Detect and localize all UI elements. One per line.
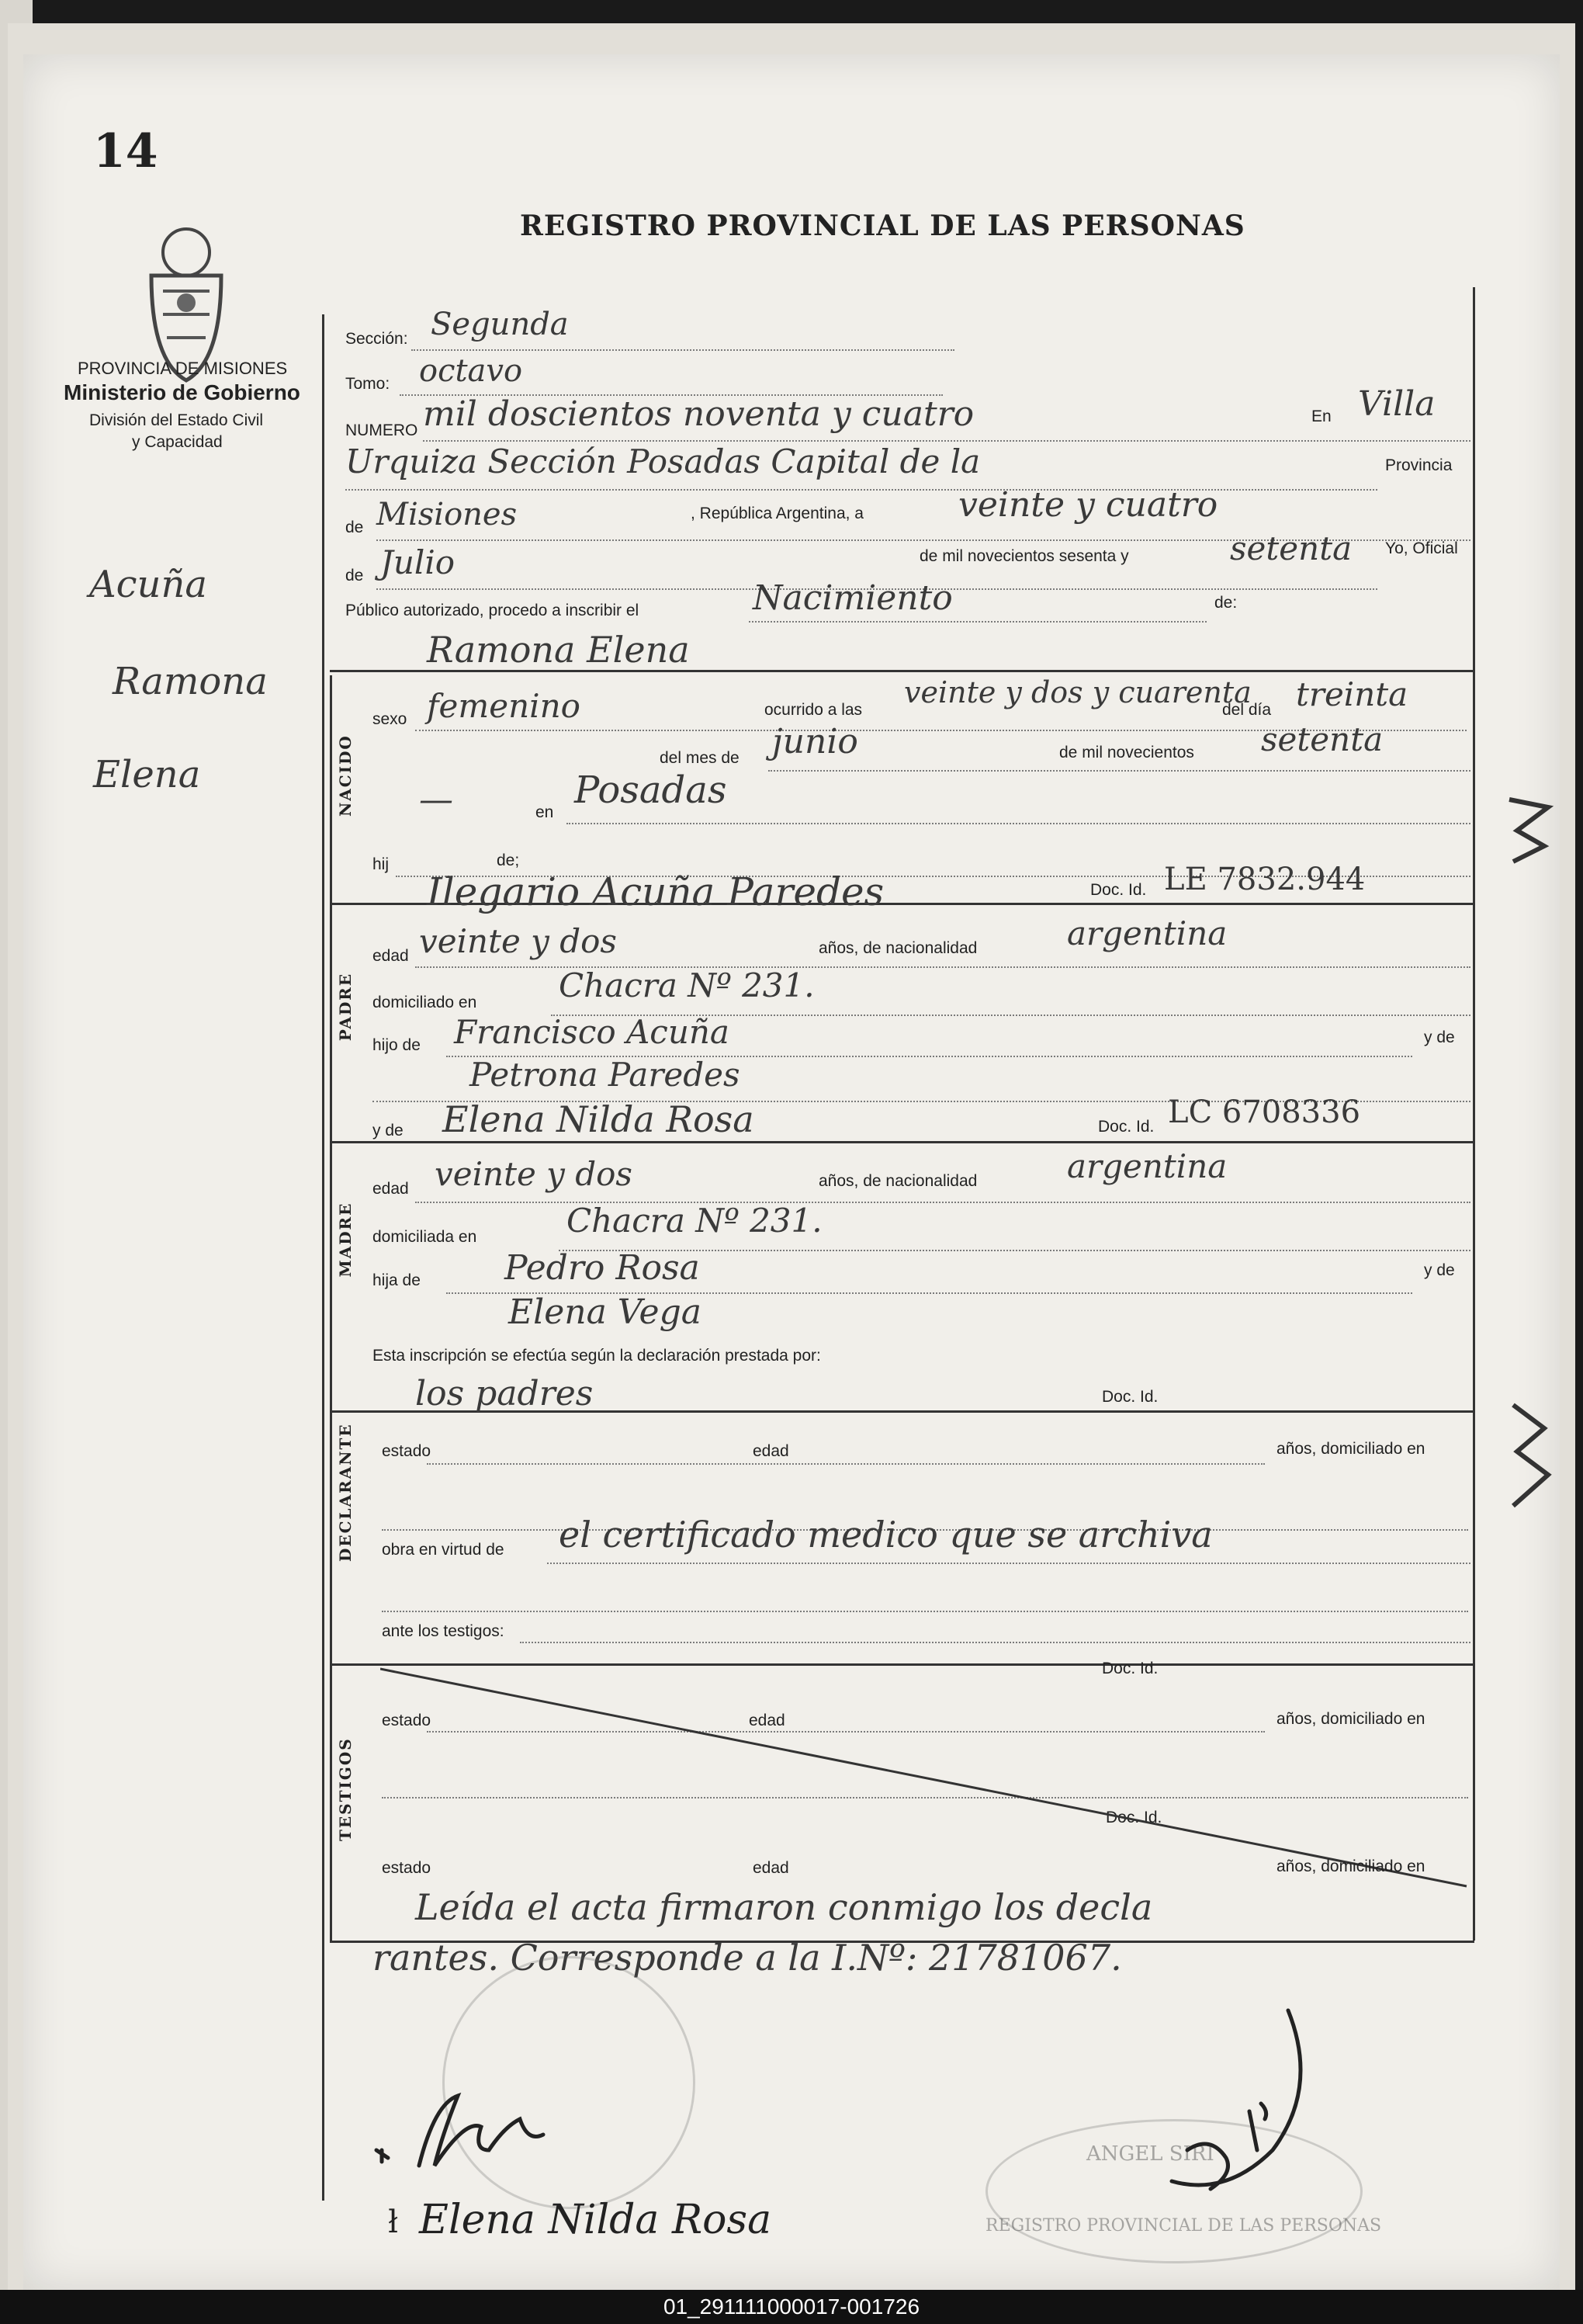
rule-lugar-nac [566, 823, 1470, 824]
value-nombre: Ramona Elena [427, 629, 690, 671]
label-yo-oficial: Yo, Oficial [1385, 539, 1458, 557]
label-declarante-estado: estado [382, 1442, 431, 1460]
value-padre-padre: Francisco Acuña [454, 1013, 729, 1051]
value-provincia: Misiones [376, 497, 518, 532]
label-de-mil: de mil novecientos sesenta y [920, 547, 1129, 565]
value-madre-edad: veinte y dos [435, 1155, 632, 1193]
label-y-de-padre: y de [1424, 1028, 1455, 1046]
label-testigo1-estado: estado [382, 1712, 431, 1729]
value-madre-dom: Chacra Nº 231. [566, 1202, 823, 1240]
rule-declarante-estado [427, 1463, 1265, 1465]
label-declarante-domicilio: años, domiciliado en [1276, 1440, 1425, 1458]
label-de-mes: de [345, 567, 364, 584]
label-ante: ante los testigos: [382, 1622, 504, 1640]
value-madre-doc: LC 6708336 [1168, 1094, 1361, 1130]
value-padre-nac: argentina [1067, 914, 1228, 952]
office-division: División del Estado Civil [89, 411, 264, 429]
label-obra: obra en virtud de [382, 1541, 504, 1559]
stamp-registry-text: REGISTRO PROVINCIAL DE LAS PERSONAS [985, 2216, 1382, 2236]
registry-page [23, 54, 1560, 2290]
note-line-1: Leída el acta firmaron conmigo los decla [415, 1886, 1153, 1928]
label-declarante-doc: Doc. Id. [1102, 1388, 1159, 1406]
value-dia-nac: treinta [1296, 675, 1408, 713]
label-testigo1-edad: edad [749, 1712, 785, 1729]
note-line-2: rantes. Corresponde a la I.Nº: 21781067. [372, 1937, 1122, 1979]
margin-first-name: Ramona [113, 660, 268, 703]
section-label-declarante: DECLARANTE [336, 1423, 355, 1562]
label-testigo2-doc: Doc. Id. [1106, 1809, 1162, 1826]
label-de-provincia: de [345, 519, 364, 536]
label-de-mil-nac: de mil novecientos [1059, 744, 1194, 761]
label-de-padres: de; [497, 852, 520, 869]
label-madre-doc: Doc. Id. [1098, 1118, 1155, 1136]
label-publico: Público autorizado, procedo a inscribir el [345, 602, 639, 619]
rule-obra [547, 1563, 1470, 1564]
label-madre-edad: edad [372, 1180, 409, 1198]
value-madre: Elena Nilda Rosa [442, 1098, 754, 1140]
label-seccion: Sección: [345, 330, 408, 348]
value-padre-dom: Chacra Nº 231. [559, 966, 815, 1004]
margin-second-name: Elena [93, 753, 201, 796]
madre-separator [330, 1141, 1474, 1143]
rule-obra-2 [382, 1611, 1468, 1612]
value-padre-doc: LE 7832.944 [1164, 862, 1366, 897]
rule-seccion [411, 349, 954, 351]
label-padre-dom: domiciliado en [372, 994, 477, 1011]
section-label-padre: PADRE [336, 972, 355, 1042]
label-hijo-de: hijo de [372, 1036, 421, 1054]
value-sexo: femenino [427, 687, 580, 725]
father-signature [365, 2073, 566, 2189]
stamp-official-name: ANGEL SIRI [1086, 2142, 1214, 2166]
value-numero: mil doscientos noventa y cuatro [423, 394, 975, 434]
value-obra: el certificado medico que se archiva [559, 1514, 1213, 1556]
label-en: En [1311, 408, 1332, 425]
label-testigo2-domicilio: años, domiciliado en [1276, 1857, 1425, 1875]
section-label-testigos: TESTIGOS [336, 1737, 355, 1841]
value-seccion: Segunda [431, 307, 569, 342]
rule-ante [520, 1642, 1470, 1643]
value-mes: Julio [380, 543, 456, 581]
margin-surname: Acuña [89, 563, 207, 606]
left-vertical-rule [322, 314, 324, 2201]
office-province: PROVINCIA DE MISIONES [78, 359, 288, 378]
label-numero: NUMERO [345, 421, 418, 439]
value-dia: veinte y cuatro [958, 485, 1218, 525]
label-hija-de: hija de [372, 1271, 421, 1289]
value-declarante: los padres [415, 1374, 594, 1413]
section-label-madre: MADRE [336, 1202, 355, 1278]
section-label-nacido: NACIDO [336, 734, 355, 817]
value-madre-nac: argentina [1067, 1147, 1228, 1185]
mother-signature: Elena Nilda Rosa [419, 2197, 772, 2243]
rule-lugar [345, 489, 1377, 491]
office-ministry: Ministerio de Gobierno [64, 380, 300, 404]
mother-signature-mark: ł [388, 2204, 398, 2240]
label-padre-doc: Doc. Id. [1090, 881, 1147, 899]
value-anio: setenta [1230, 529, 1353, 567]
value-acto: Nacimiento [753, 578, 953, 618]
value-mes-nac: junio [772, 722, 858, 761]
value-lugar-nac: Posadas [574, 768, 727, 812]
value-en: Villa [1358, 384, 1436, 424]
label-provincia: Provincia [1385, 456, 1453, 474]
label-y-de-madre: y de [372, 1122, 404, 1139]
label-sexo: sexo [372, 710, 407, 728]
binding-mark-1 [1502, 784, 1556, 877]
label-padre-nac: años, de nacionalidad [819, 939, 978, 957]
label-testigo1-domicilio: años, domiciliado en [1276, 1710, 1425, 1728]
value-anio-nac: setenta [1261, 720, 1384, 758]
label-testigo2-estado: estado [382, 1859, 431, 1877]
rule-mes-nac [768, 770, 1470, 772]
label-hij: hij [372, 855, 390, 873]
value-madre-madre: Elena Vega [508, 1292, 701, 1332]
label-testigo2-edad: edad [753, 1859, 789, 1877]
rule-acto [749, 621, 1207, 623]
label-madre-nac: años, de nacionalidad [819, 1172, 978, 1190]
image-id-footer: 01_291111000017-001726 [0, 2290, 1583, 2324]
label-y-de-madre-2: y de [1424, 1261, 1455, 1279]
office-division-2: y Capacidad [132, 433, 223, 451]
label-esta-inscripcion: Esta inscripción se efectúa según la declaración prestada por: [372, 1347, 821, 1365]
label-del-dia: del día [1222, 701, 1272, 719]
value-padre-edad: veinte y dos [419, 922, 617, 960]
value-padre-madre: Petrona Paredes [469, 1056, 740, 1094]
label-del-mes: del mes de [660, 749, 740, 767]
official-signature [993, 1995, 1381, 2228]
value-tomo: octavo [419, 353, 523, 389]
label-ocurrido: ocurrido a las [764, 701, 863, 719]
value-guion: — [419, 780, 453, 820]
value-lugar: Urquiza Sección Posadas Capital de la [345, 442, 981, 480]
label-de-acto: de: [1214, 594, 1238, 612]
value-hora: veinte y dos y cuarenta [904, 675, 1252, 709]
label-testigo1-doc: Doc. Id. [1102, 1660, 1159, 1677]
rule-numero [423, 440, 1470, 442]
value-madre-padre: Pedro Rosa [504, 1248, 700, 1288]
label-en-lugar: en [535, 803, 554, 821]
label-republica: , República Argentina, a [691, 505, 864, 522]
page-number: 14 [93, 124, 158, 179]
section-column-rule [330, 675, 332, 1941]
page-title: REGISTRO PROVINCIAL DE LAS PERSONAS [520, 210, 1245, 242]
value-padre: Ilegario Acuña Paredes [427, 869, 885, 914]
label-padre-edad: edad [372, 947, 409, 965]
label-madre-dom: domiciliada en [372, 1228, 477, 1246]
binding-mark-2 [1502, 1389, 1556, 1529]
label-tomo: Tomo: [345, 375, 390, 393]
label-declarante-edad: edad [753, 1442, 789, 1460]
